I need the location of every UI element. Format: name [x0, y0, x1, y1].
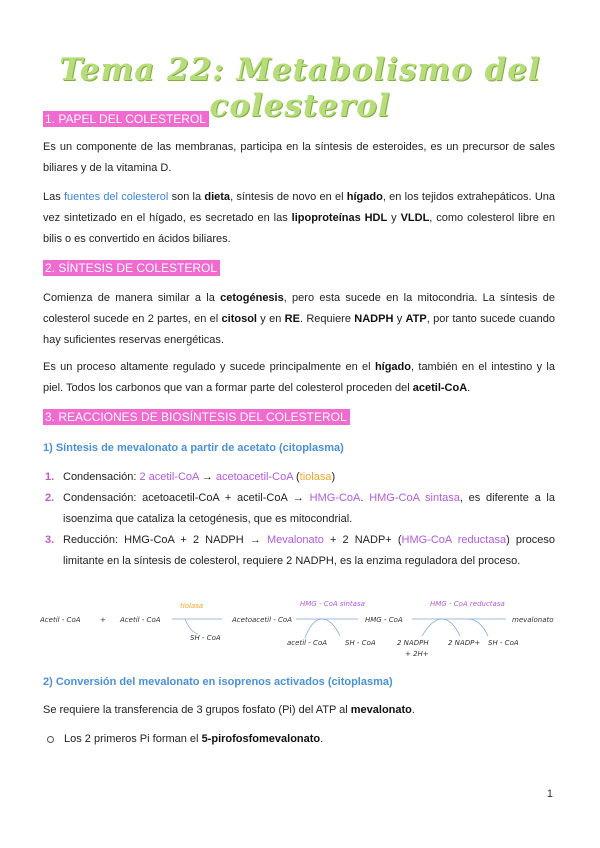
diagram-acetil-2: Acetil - CoA [120, 616, 161, 624]
diagram-sintasa: HMG - CoA sintasa [300, 600, 365, 608]
diagram-branch-1 [185, 619, 198, 634]
diagram-hplus: + 2H+ [405, 650, 429, 658]
diagram-reductasa: HMG - CoA reductasa [430, 600, 505, 608]
paragraph-sintesis-2: Es un proceso altamente regulado y sucede principalmente en el hígado, también en el intestino y la piel. Todos los carbonos que van a formar parte del colesterol proceden del acetil-CoA. [43, 361, 555, 394]
diagram-branch-2 [305, 619, 340, 638]
diagram-acetilcoa: acetil - CoA [287, 639, 328, 647]
list-item: 3. Reducción: HMG-CoA + 2 NADPH → Mevalonato + 2 NADP+ (HMG-CoA reductasa) proceso limitante en la síntesis de colesterol, requiere 2 NADPH, es la enzima reguladora del proceso. [45, 534, 555, 567]
diagram-nadp: 2 NADP+ [448, 639, 481, 647]
paragraph-papel: Es un componente de las membranas, participa en la síntesis de esteroides, es un precursor de sales biliares y de la vitamina D. [43, 141, 555, 174]
bullet-circle-icon [47, 736, 54, 743]
paragraph-fosfato: Se requiere la transferencia de 3 grupos fosfato (Pi) del ATP al mevalonato. [43, 704, 415, 716]
page-title: Tema 22: Metabolismo del colesterol [59, 52, 541, 124]
section-heading-papel: 1. PAPEL DEL COLESTEROL [43, 111, 209, 127]
diagram-acetil-1: Acetil - CoA [40, 616, 81, 624]
diagram-sh-3: SH - CoA [488, 639, 519, 647]
diagram-tiolasa: tiolasa [180, 602, 204, 610]
reaction-diagram [40, 596, 560, 666]
diagram-acetoacetil: Acetoacetil - CoA [232, 616, 292, 624]
list-item: 2. Condensación: acetoacetil-CoA + acetil-CoA → HMG-CoA. HMG-CoA sintasa, es diferente a la isoenzima que cataliza la cetogénesis, que es mitocondrial. [45, 492, 555, 525]
section-heading-sintesis: 2. SÍNTESIS DE COLESTEROL [43, 260, 220, 276]
reaction-list [45, 467, 555, 572]
diagram-nadph: 2 NADPH [397, 639, 429, 647]
diagram-sh-2: SH - CoA [345, 639, 376, 647]
section-heading-reacciones: 3. REACCIONES DE BIOSÍNTESIS DEL COLESTEROL [43, 409, 350, 425]
paragraph-sintesis-1: Comienza de manera similar a la cetogénesis, pero esta sucede en la mitocondria. La síntesis de colesterol sucede en 2 partes, en el citosol y en RE. Requiere NADPH y ATP, por tanto sucede cuando hay suficientes reservas energéticas. [43, 292, 555, 346]
diagram-branch-3 [422, 619, 460, 636]
list-item: 1. Condensación: 2 acetil-CoA → acetoacetil-CoA (tiolasa) [45, 471, 336, 483]
diagram-sh-1: SH - CoA [190, 634, 221, 642]
diagram-mevalonato: mevalonato [512, 616, 554, 624]
diagram-hmg: HMG - CoA [365, 616, 403, 624]
subheading-isoprenos: 2) Conversión del mevalonato en isoprenos activados (citoplasma) [43, 676, 393, 688]
bullet-item: Los 2 primeros Pi forman el 5-pirofosfomevalonato. [47, 733, 323, 745]
paragraph-fuentes: Las fuentes del colesterol son la dieta, síntesis de novo en el hígado, en los tejidos extrahepáticos. Una vez sintetizado en el hígado, es secretado en las lipoproteínas HDL y VLDL, como colesterol libre en bilis o es convertido en ácidos biliares. [43, 191, 556, 245]
subheading-mevalonato: 1) Síntesis de mevalonato a partir de acetato (citoplasma) [43, 442, 344, 454]
diagram-branch-4 [468, 619, 488, 636]
diagram-plus: + [100, 616, 106, 624]
page-number: 1 [546, 788, 553, 800]
